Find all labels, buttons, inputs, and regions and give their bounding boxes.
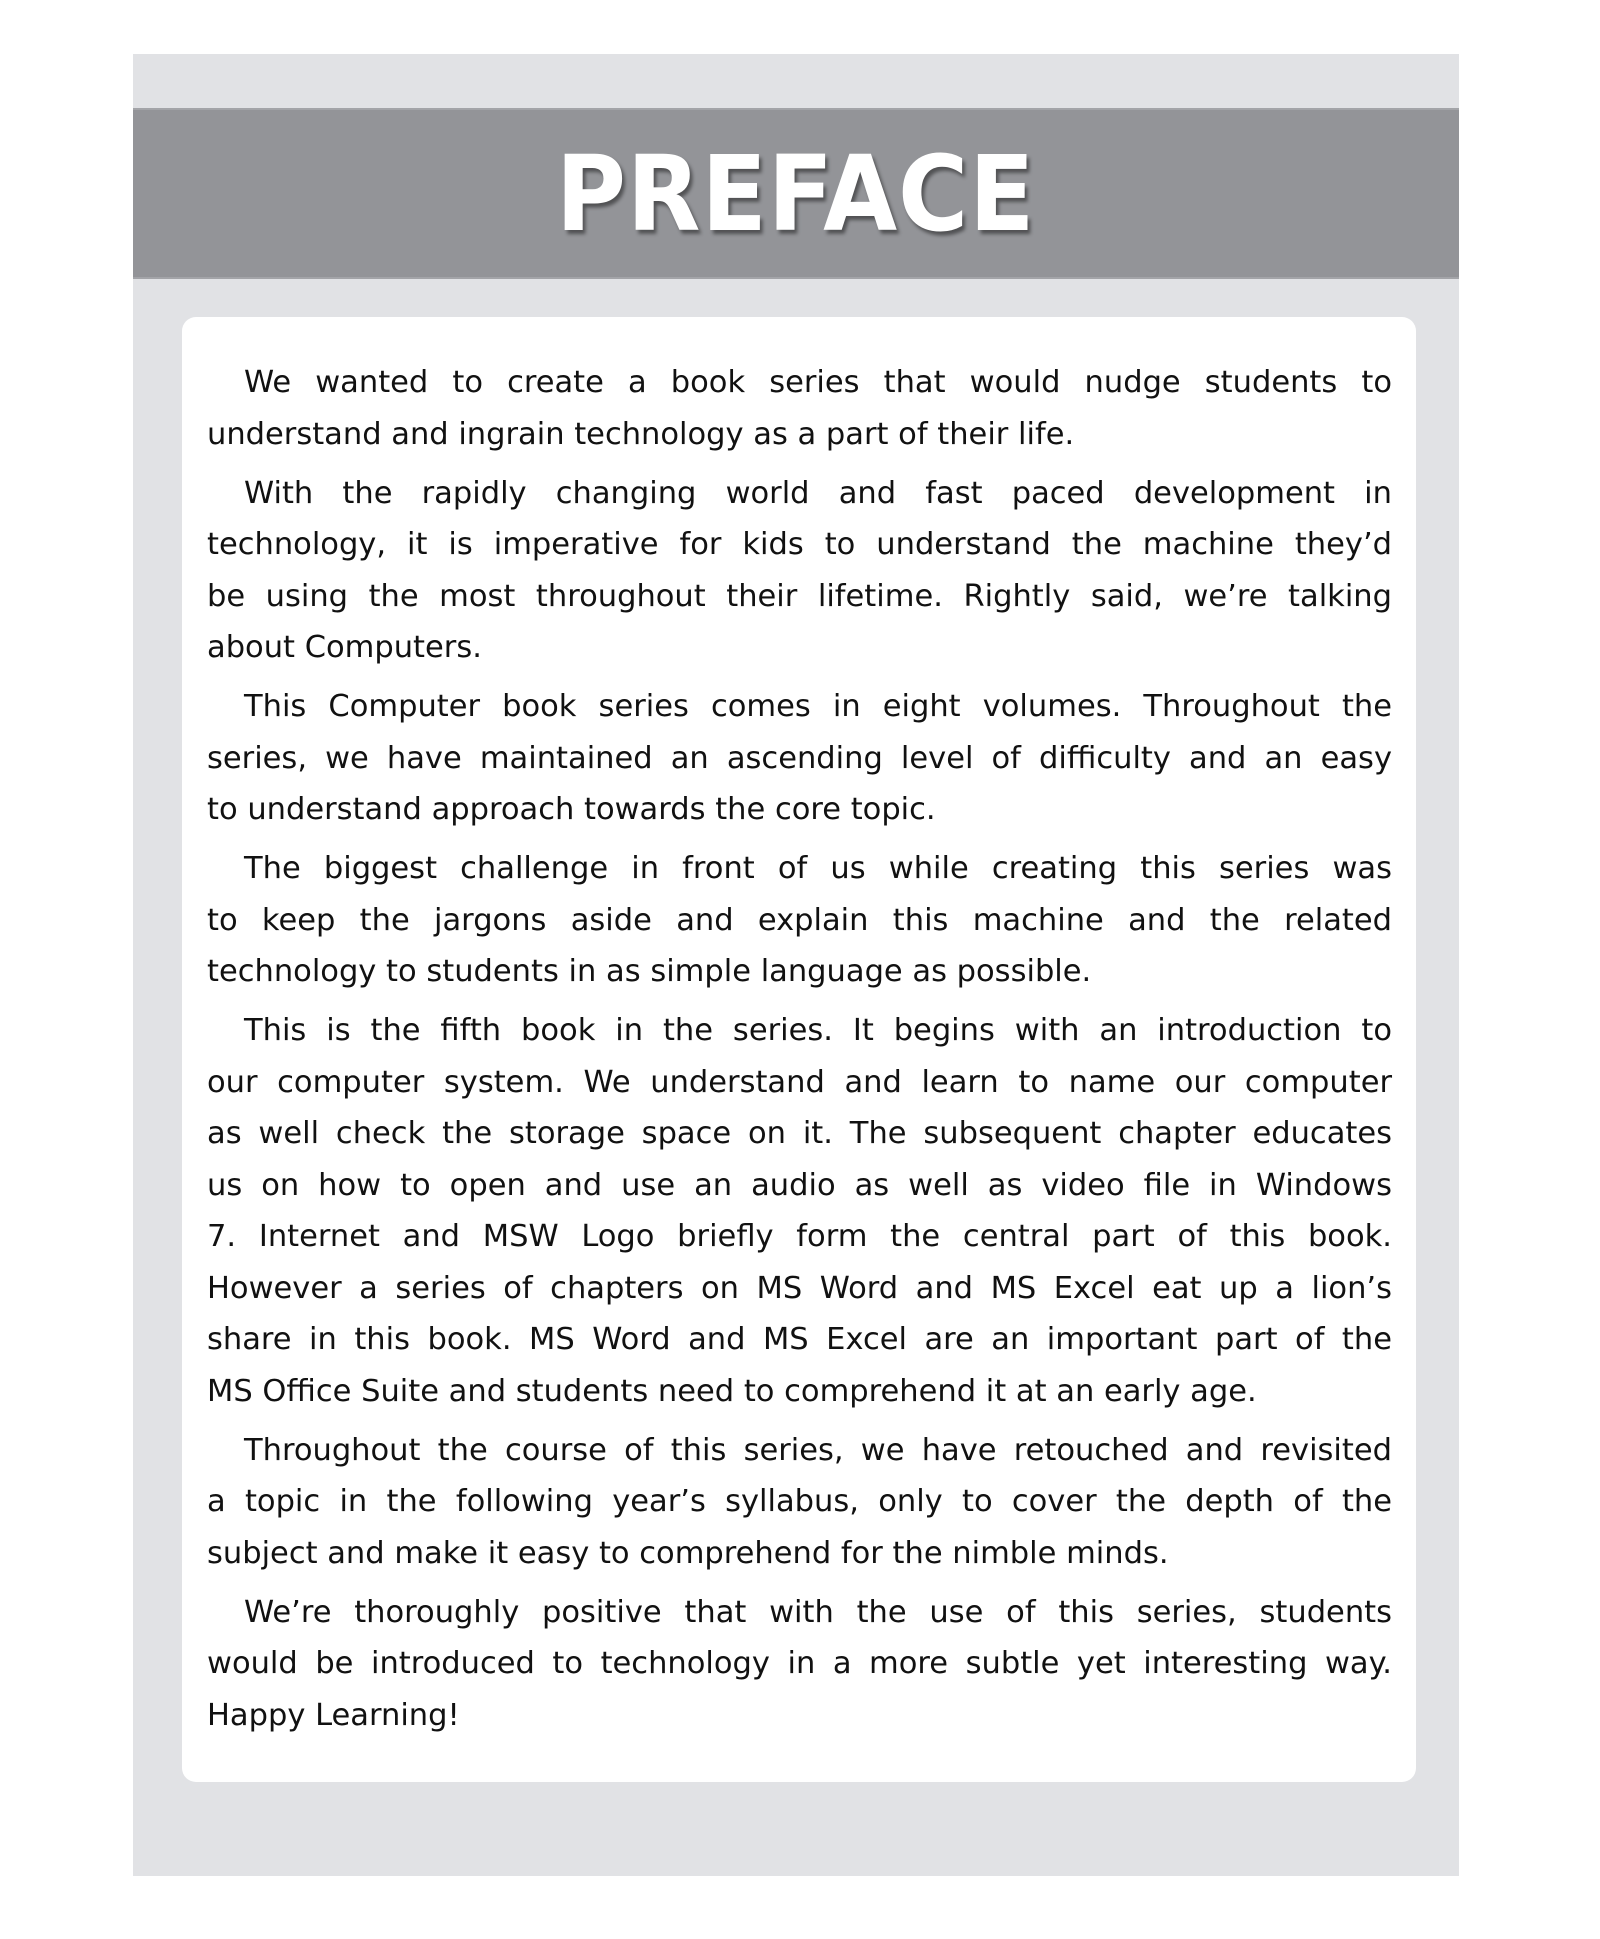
paragraph-line: about Computers.: [207, 630, 482, 665]
paragraph-line: a topic in the following year’s syllabus, only to cover the depth of the: [207, 1484, 1392, 1519]
paragraph-line: Happy Learning!: [207, 1697, 460, 1733]
page-title: PREFACE: [556, 132, 1036, 255]
paragraph-line: our computer system. We understand and learn to name our computer: [207, 1064, 1392, 1100]
paragraph-line: to understand approach towards the core topic.: [207, 792, 936, 827]
paragraph-line: series, we have maintained an ascending level of difficulty and an easy: [207, 740, 1392, 776]
paragraph-line: We wanted to create a book series that would nudge students to: [244, 365, 1392, 400]
paragraph-line: would be introduced to technology in a more subtle yet interesting way.: [207, 1646, 1392, 1681]
paragraph-line: as well check the storage space on it. The subsequent chapter educates: [207, 1116, 1392, 1151]
paragraph-line: to keep the jargons aside and explain this machine and the related: [207, 902, 1392, 938]
paragraph-line: We’re thoroughly positive that with the use of this series, students: [244, 1594, 1392, 1630]
paragraph-line: 7. Internet and MSW Logo briefly form the central part of this book.: [207, 1219, 1392, 1254]
paragraph-line: This is the fifth book in the series. It begins with an introduction to: [244, 1013, 1392, 1048]
paragraph-line: This Computer book series comes in eight volumes. Throughout the: [244, 689, 1392, 724]
paragraph-line: subject and make it easy to comprehend for the nimble minds.: [207, 1535, 1169, 1571]
paragraph-line: Throughout the course of this series, we have retouched and revisited: [244, 1432, 1392, 1468]
paragraph-line: However a series of chapters on MS Word and MS Excel eat up a lion’s: [207, 1270, 1392, 1306]
paragraph-line: technology, it is imperative for kids to understand the machine they’d: [207, 527, 1392, 562]
paragraph-line: The biggest challenge in front of us while creating this series was: [244, 851, 1392, 886]
paragraph-line: With the rapidly changing world and fast paced development in: [244, 475, 1392, 511]
paragraph-line: us on how to open and use an audio as well as video file in Windows: [207, 1167, 1392, 1203]
paragraph-line: understand and ingrain technology as a part of their life.: [207, 416, 1075, 452]
paragraph-line: be using the most throughout their lifetime. Rightly said, we’re talking: [207, 578, 1392, 614]
paragraph-line: share in this book. MS Word and MS Excel are an important part of the: [207, 1322, 1392, 1357]
paragraph-line: MS Office Suite and students need to comprehend it at an early age.: [207, 1373, 1257, 1409]
paragraph-line: technology to students in as simple language as possible.: [207, 954, 1092, 989]
header-band: [133, 108, 1459, 279]
